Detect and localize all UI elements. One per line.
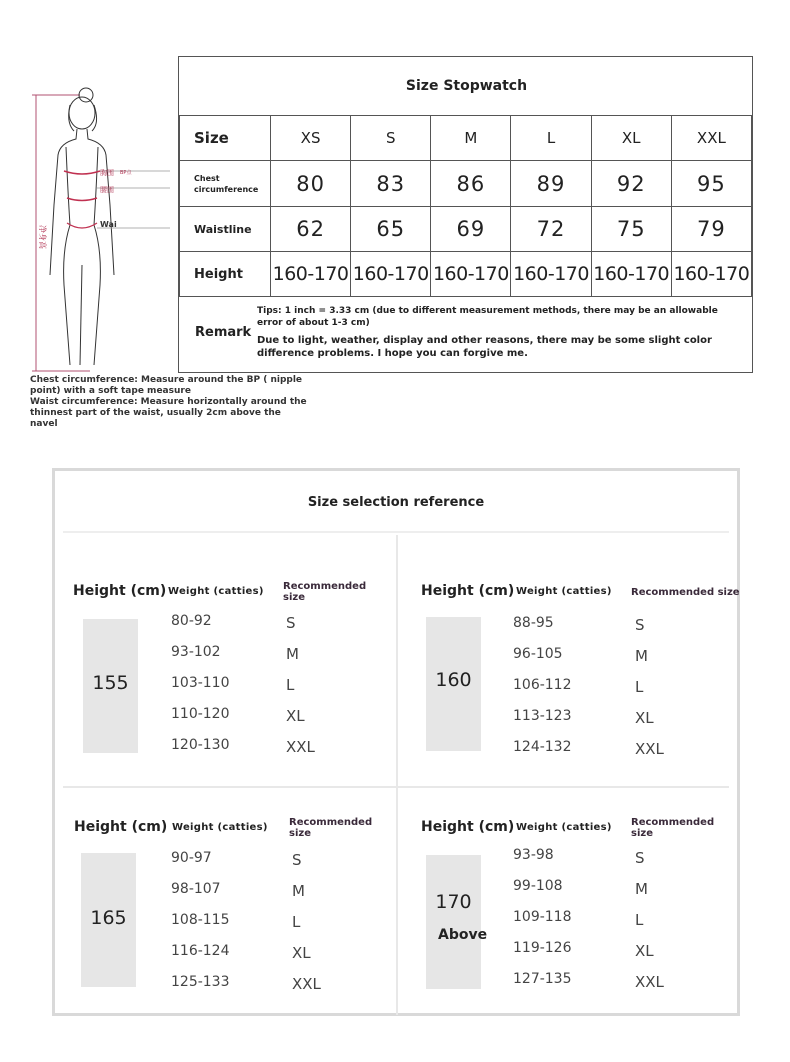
reference-title: Size selection reference bbox=[307, 495, 485, 510]
waist-note: Waist circumference: Measure horizontally around the thinnest part of the waist, usually 2cm above the navel bbox=[30, 397, 307, 429]
size-value: L bbox=[635, 678, 644, 696]
weight-range: 124-132 bbox=[513, 739, 572, 755]
size-value: M bbox=[292, 882, 305, 900]
size-col: L bbox=[511, 116, 591, 161]
weight-range: 127-135 bbox=[513, 971, 572, 987]
size-col: XL bbox=[591, 116, 671, 161]
weight-range: 109-118 bbox=[513, 909, 572, 925]
size-value: L bbox=[635, 911, 644, 929]
waist-value: 75 bbox=[591, 207, 671, 252]
remark-label: Remark bbox=[195, 325, 252, 340]
height-value: 160-170 bbox=[271, 252, 351, 297]
woman-silhouette-illustration bbox=[20, 75, 180, 375]
weight-range: 116-124 bbox=[171, 943, 230, 959]
height-label: 净身高 bbox=[38, 225, 47, 249]
chest-note: Chest circumference: Measure around the BP ( nipple point) with a soft tape measure bbox=[30, 375, 303, 396]
height-row bbox=[180, 252, 752, 297]
size-value: XXL bbox=[286, 738, 315, 756]
recommended-label: Recommended size bbox=[631, 817, 715, 839]
height-box bbox=[426, 855, 481, 989]
weight-label: Weight (catties) bbox=[516, 586, 612, 597]
size-grid bbox=[179, 115, 752, 297]
size-col: M bbox=[431, 116, 511, 161]
size-col: S bbox=[351, 116, 431, 161]
weight-label: Weight (catties) bbox=[172, 822, 268, 833]
weight-range: 88-95 bbox=[513, 615, 554, 631]
bust-label: 胸围 bbox=[100, 169, 114, 177]
height-group-170-above bbox=[421, 819, 751, 1059]
height-value: 160-170 bbox=[671, 252, 751, 297]
size-value: XL bbox=[292, 944, 311, 962]
weight-label: Weight (catties) bbox=[168, 586, 264, 597]
size-value: S bbox=[292, 851, 302, 869]
weight-range: 103-110 bbox=[171, 675, 230, 691]
size-value: S bbox=[286, 614, 296, 632]
remark-section bbox=[179, 295, 752, 372]
size-value: M bbox=[635, 880, 648, 898]
recommended-label: Recommended size bbox=[289, 817, 373, 839]
height-value: 160-170 bbox=[431, 252, 511, 297]
waist-row bbox=[180, 207, 752, 252]
chest-value: 92 bbox=[591, 161, 671, 207]
weight-range: 98-107 bbox=[171, 881, 221, 897]
height-above-label: Above bbox=[438, 927, 488, 943]
size-value: M bbox=[286, 645, 299, 663]
height-value: 160-170 bbox=[351, 252, 431, 297]
size-col: XXL bbox=[671, 116, 751, 161]
waist-value: 79 bbox=[671, 207, 751, 252]
height-group-160 bbox=[421, 583, 751, 823]
size-stopwatch-table bbox=[178, 56, 753, 373]
measurement-notes bbox=[30, 375, 310, 430]
size-value: XXL bbox=[292, 975, 321, 993]
weight-label: Weight (catties) bbox=[516, 822, 612, 833]
chest-value: 80 bbox=[271, 161, 351, 207]
body-measurement-figure bbox=[20, 75, 180, 375]
weight-range: 80-92 bbox=[171, 613, 212, 629]
height-value: 155 bbox=[92, 672, 129, 694]
waist-value: 65 bbox=[351, 207, 431, 252]
size-value: XL bbox=[635, 709, 654, 727]
height-value: 165 bbox=[90, 907, 127, 929]
chest-value: 95 bbox=[671, 161, 751, 207]
chest-value: 89 bbox=[511, 161, 591, 207]
recommended-label: Recommended size bbox=[283, 581, 367, 603]
height-row-label: Height bbox=[180, 252, 271, 297]
weight-range: 90-97 bbox=[171, 850, 212, 866]
height-label: Height (cm) bbox=[74, 819, 168, 835]
size-value: M bbox=[635, 647, 648, 665]
height-value: 160-170 bbox=[511, 252, 591, 297]
waist-side-label: Wai bbox=[100, 220, 117, 229]
size-label: Size bbox=[180, 116, 271, 161]
size-value: XXL bbox=[635, 973, 664, 991]
chest-row bbox=[180, 161, 752, 207]
weight-range: 93-98 bbox=[513, 847, 554, 863]
weight-range: 120-130 bbox=[171, 737, 230, 753]
size-selection-reference bbox=[52, 468, 740, 1016]
weight-range: 106-112 bbox=[513, 677, 572, 693]
weight-range: 119-126 bbox=[513, 940, 572, 956]
remark-tips: Tips: 1 inch = 3.33 cm (due to different measurement methods, there may be an allowable error of about 1-3 cm) bbox=[257, 306, 718, 328]
waist-label: 腰围 bbox=[100, 186, 114, 194]
size-value: L bbox=[292, 913, 301, 931]
remark-color-note: Due to light, weather, display and other reasons, there may be some slight color difference problems. I hope you can forgive me. bbox=[257, 335, 712, 359]
size-value: S bbox=[635, 849, 645, 867]
size-value: XXL bbox=[635, 740, 664, 758]
bp-label: BP点 bbox=[120, 170, 132, 176]
waistline-label: Waistline bbox=[180, 207, 271, 252]
size-value: XL bbox=[286, 707, 305, 725]
waist-value: 69 bbox=[431, 207, 511, 252]
height-value: 170 bbox=[435, 891, 472, 913]
chest-value: 86 bbox=[431, 161, 511, 207]
divider bbox=[63, 531, 729, 533]
height-group-155 bbox=[73, 583, 403, 823]
weight-range: 108-115 bbox=[171, 912, 230, 928]
height-group-165 bbox=[74, 819, 404, 1059]
waist-value: 72 bbox=[511, 207, 591, 252]
weight-range: 93-102 bbox=[171, 644, 221, 660]
height-value: 160 bbox=[435, 669, 472, 691]
chest-value: 83 bbox=[351, 161, 431, 207]
size-header-row bbox=[180, 116, 752, 161]
size-value: XL bbox=[635, 942, 654, 960]
weight-range: 125-133 bbox=[171, 974, 230, 990]
recommended-label: Recommended size bbox=[631, 587, 740, 598]
height-label: Height (cm) bbox=[421, 583, 515, 599]
height-value: 160-170 bbox=[591, 252, 671, 297]
height-label: Height (cm) bbox=[421, 819, 515, 835]
weight-range: 113-123 bbox=[513, 708, 572, 724]
chest-label: Chest circumference bbox=[180, 161, 271, 207]
height-label: Height (cm) bbox=[73, 583, 167, 599]
size-table-title: Size Stopwatch bbox=[405, 78, 528, 94]
waist-value: 62 bbox=[271, 207, 351, 252]
size-value: S bbox=[635, 616, 645, 634]
size-col: XS bbox=[271, 116, 351, 161]
weight-range: 96-105 bbox=[513, 646, 563, 662]
weight-range: 99-108 bbox=[513, 878, 563, 894]
size-value: L bbox=[286, 676, 295, 694]
weight-range: 110-120 bbox=[171, 706, 230, 722]
